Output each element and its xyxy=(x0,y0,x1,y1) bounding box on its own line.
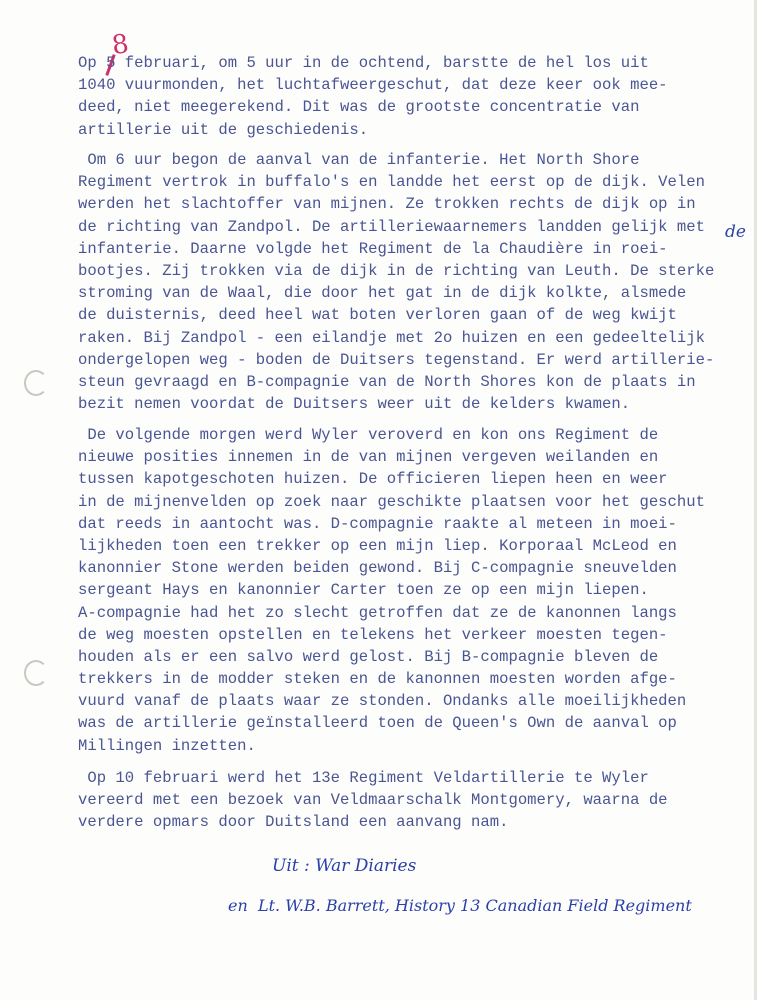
text-line: bezit nemen voordat de Duitsers weer uit de kelders kwamen. xyxy=(78,395,631,414)
text-line: raken. Bij Zandpol - een eilandje met 2o huizen en een gedeeltelijk xyxy=(78,328,705,347)
source-note-line-1: Uit : War Diaries xyxy=(272,856,417,876)
text-line: steun gevraagd en B-compagnie van de North Shores kon de plaats in xyxy=(78,372,696,391)
paragraph-3 xyxy=(78,424,757,757)
text-line: de richting van Zandpol. De artilleriewaarnemers landden gelijk met xyxy=(78,217,705,236)
date-correction: 8 xyxy=(109,28,131,62)
text-line: was de artillerie geïnstalleerd toen de Queen's Own de aanval op xyxy=(78,714,677,733)
punch-hole xyxy=(24,370,48,396)
text-line: Om 6 uur begon de aanval van de infanterie. Het North Shore xyxy=(78,151,640,169)
text-line: werden het slachtoffer van mijnen. Ze trokken rechts de dijk op in xyxy=(78,195,696,214)
text-line: bootjes. Zij trokken via de dijk in de richting van Leuth. De sterke xyxy=(78,261,715,280)
text-line: Op 10 februari werd het 13e Regiment Veldartillerie te Wyler xyxy=(78,769,649,787)
text-line: vuurd vanaf de plaats waar ze stonden. Ondanks alle moeilijkheden xyxy=(78,692,687,711)
punch-hole xyxy=(24,660,48,686)
text-line: kanonnier Stone werden beiden gewond. Bij C-compagnie sneuvelden xyxy=(78,559,677,578)
text-line: houden als er een salvo werd gelost. Bij B-compagnie bleven de xyxy=(78,647,659,666)
margin-insert: de xyxy=(725,222,746,242)
paragraph-2 xyxy=(78,149,757,415)
text-line: A-compagnie had het zo slecht getroffen dat ze de kanonnen langs xyxy=(78,603,677,622)
source-note-line-2: en Lt. W.B. Barrett, History 13 Canadian Field Regiment xyxy=(228,896,692,915)
text-line: trekkers in de modder steken en de kanonnen moesten worden afge- xyxy=(78,670,677,689)
text-line: sergeant Hays en kanonnier Carter toen ze op een mijn liepen. xyxy=(78,581,649,600)
text-line: de weg moesten opstellen en telekens het verkeer moesten tegen- xyxy=(78,625,668,644)
text-line: artillerie uit de geschiedenis. xyxy=(78,120,369,139)
text-line: infanterie. Daarne volgde het Regiment de la Chaudière in roei- xyxy=(78,239,668,258)
text-line: dat reeds in aantocht was. D-compagnie raakte al meteen in moei- xyxy=(78,514,677,533)
text-line: vereerd met een bezoek van Veldmaarschalk Montgomery, waarna de xyxy=(78,791,668,810)
text-line: deed, niet meegerekend. Dit was de grootste concentratie van xyxy=(78,98,640,117)
text-line: verdere opmars door Duitsland een aanvang nam. xyxy=(78,813,509,832)
text-line: Millingen inzetten. xyxy=(78,736,256,755)
text-line: stroming van de Waal, die door het gat in de dijk kolkte, alsmede xyxy=(78,284,687,303)
text-line: in de mijnenvelden op zoek naar geschikte plaatsen voor het geschut xyxy=(78,492,705,511)
text-line: Op 5 februari, om 5 uur in de ochtend, barstte de hel los uit xyxy=(78,54,649,72)
text-line: nieuwe posities innemen in de van mijnen vergeven weilanden en xyxy=(78,448,659,467)
text-line: 1040 vuurmonden, het luchtafweergeschut, dat deze keer ook mee- xyxy=(78,76,668,95)
text-line: de duisternis, deed heel wat boten verloren gaan of de weg kwijt xyxy=(78,306,677,325)
text-line: Regiment vertrok in buffalo's en landde het eerst op de dijk. Velen xyxy=(78,173,705,192)
text-line: tussen kapotgeschoten huizen. De officieren liepen heen en weer xyxy=(78,470,668,489)
paragraph-4 xyxy=(78,767,757,834)
paragraph-1 xyxy=(78,52,757,141)
text-line: De volgende morgen werd Wyler veroverd en kon ons Regiment de xyxy=(78,426,659,444)
text-line: lijkheden toen een trekker op een mijn liep. Korporaal McLeod en xyxy=(78,536,677,555)
text-line: ondergelopen weg - boden de Duitsers tegenstand. Er werd artillerie- xyxy=(78,350,715,369)
